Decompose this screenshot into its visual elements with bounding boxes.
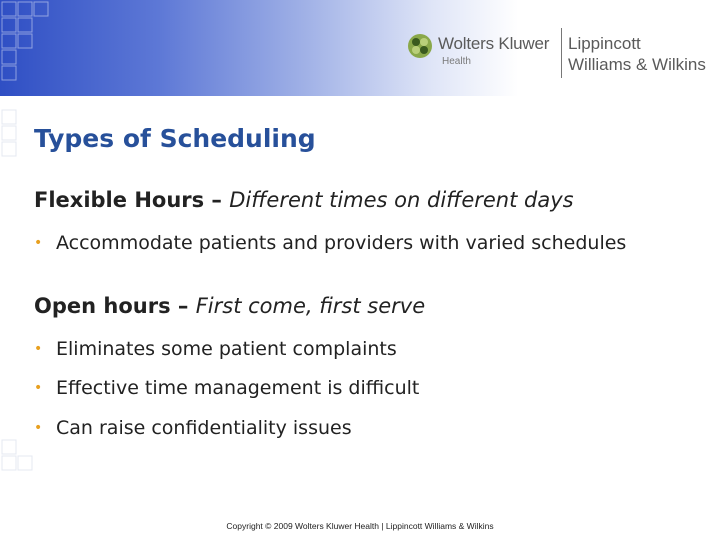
publisher-name-line1: Lippincott: [568, 34, 641, 53]
section-heading-flexible: [34, 188, 574, 212]
publisher-name-line2: Williams & Wilkins: [568, 55, 706, 74]
bullet-icon: •: [34, 380, 43, 396]
logo-divider: [561, 28, 562, 78]
list-item-text: Effective time management is difficult: [56, 377, 420, 399]
slide-title: Types of Scheduling: [34, 124, 316, 153]
section-heading-term: Flexible Hours –: [34, 188, 230, 212]
wolters-kluwer-icon: [406, 32, 434, 60]
list-item-text: Accommodate patients and providers with varied schedules: [56, 232, 627, 254]
list-item: [34, 416, 674, 440]
logo-name: Wolters Kluwer: [438, 34, 550, 53]
section-heading-description: Different times on different days: [229, 188, 574, 212]
section-heading-open: [34, 294, 425, 318]
copyright-footer: Copyright © 2009 Wolters Kluwer Health | Lippincott Williams & Wilkins: [226, 521, 494, 531]
section-heading-term: Open hours –: [34, 294, 196, 318]
logo-subtitle: Health: [442, 56, 471, 67]
list-item: [34, 337, 674, 361]
bullet-icon: •: [34, 420, 43, 436]
list-item-text: Can raise confidentiality issues: [56, 417, 352, 439]
section-heading-description: First come, first serve: [195, 294, 426, 318]
bullet-icon: •: [34, 235, 43, 251]
bullet-icon: •: [34, 341, 43, 357]
list-item: [34, 231, 634, 255]
list-item-text: Eliminates some patient complaints: [56, 338, 397, 360]
list-item: [34, 376, 674, 400]
